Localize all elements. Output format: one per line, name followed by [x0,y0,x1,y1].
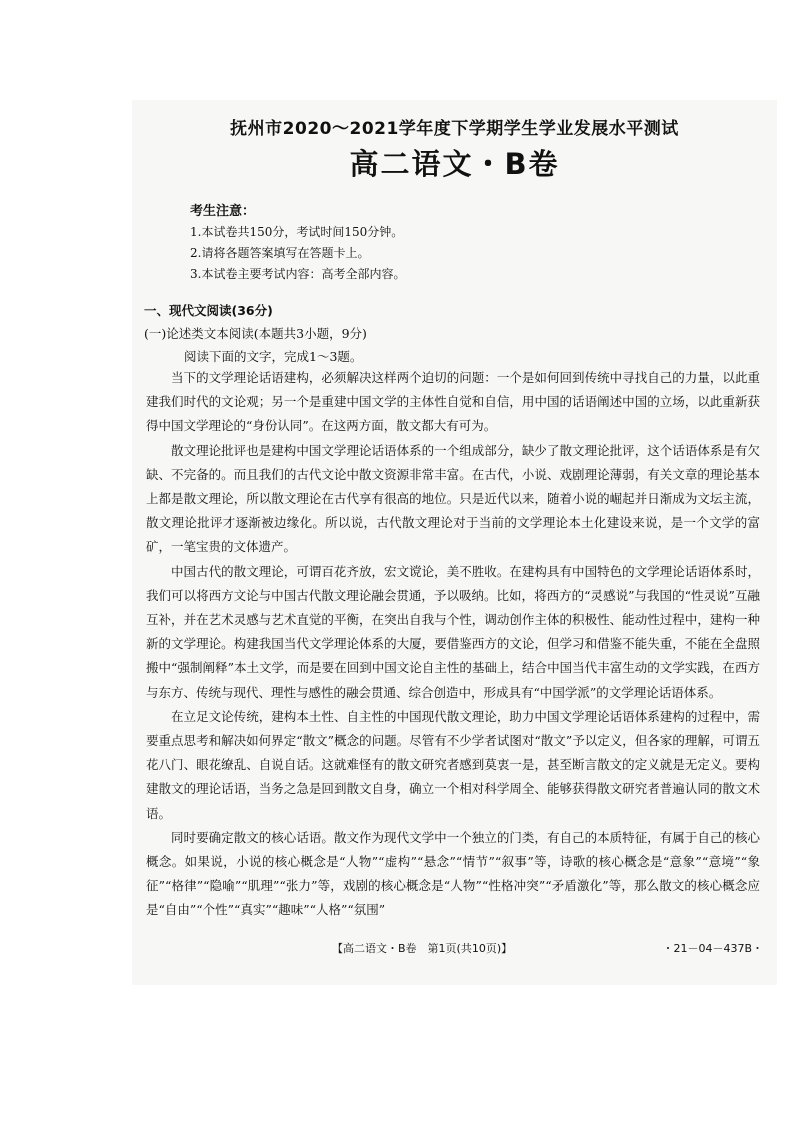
notice-list [190,222,750,285]
reading-passage [146,366,760,923]
notice-item: 3.本试卷主要考试内容：高考全部内容。 [190,267,406,281]
passage-paragraph: 同时要确定散文的核心话语。散文作为现代文学中一个独立的门类，有自己的本质特征，有属于自己的核心概念。如果说，小说的核心概念是“人物”“虚构”“悬念”“情节”“叙事”等，诗歌的核心概念是“意象”“意境”“象征”“格律”“隐喻”“肌理”“张力”等，戏剧的核心概念是“人物”“性格冲突”“矛盾激化”等，那么散文的核心概念应是“自由”“个性”“真实”“趣味”“人格”“氛围” [146,829,760,918]
passage-paragraph: 当下的文学理论话语建构，必须解决这样两个迫切的问题：一个是如何回到传统中寻找自己的力量，以此重建我们时代的文论观；另一个是重建中国文学的主体性自觉和自信，用中国的话语阐述中国的立场，以此重新获得中国文学理论的“身份认同”。在这两方面，散文都大有可为。 [146,370,760,434]
passage-paragraph: 中国古代的散文理论，可谓百花齐放，宏文谠论，美不胜收。在建构具有中国特色的文学理论话语体系时，我们可以将西方文论与中国古代散文理论融会贯通，予以吸纳。比如，将西方的“灵感说”与我国的“性灵说”互融互补，并在艺术灵感与艺术直觉的平衡，在突出自我与个性，调动创作主体的积极性、能动性过程中，建构一种新的文学理论。构建我国当代文学理论体系的大厦，要借鉴西方的文论，但学习和借鉴不能失重，不能在全盘照搬中“强制阐释”本土文学，而是要在回到中国文论自主性的基础上，结合中国当代丰富生动的文学实践，在西方与东方、传统与现代、理性与感性的融会贯通、综合创造中，形成具有“中国学派”的文学理论话语体系。 [146,563,760,700]
page-number-label: 【高二语文・B卷 第1页(共10页)】 [332,942,513,955]
subject-title: 高二语文・B卷 [349,147,560,181]
section-heading: 一、现代文阅读(36分) [144,303,273,318]
notice-heading: 考生注意： [190,204,256,219]
exam-page [132,100,777,985]
sub-section-heading: (一)论述类文本阅读(本题共3小题，9分) [144,326,367,341]
passage-paragraph: 散文理论批评也是建构中国文学理论话语体系的一个组成部分，缺少了散文理论批评，这个话语体系是有欠缺、不完备的。而且我们的古代文论中散文资源非常丰富。在古代，小说、戏剧理论薄弱，有关文章的理论基本上都是散文理论，所以散文理论在古代享有很高的地位。只是近代以来，随着小说的崛起并日渐成为文坛主流，散文理论批评才逐渐被边缘化。所以说，古代散文理论对于当前的文学理论本土化建设来说，是一个文学的富矿，一笔宝贵的文体遗产。 [146,442,760,555]
exam-code: ・21－04－437B・ [662,942,763,955]
notice-item: 1.本试卷共150分，考试时间150分钟。 [190,225,404,239]
passage-paragraph: 在立足文论传统，建构本土性、自主性的中国现代散文理论，助力中国文学理论话语体系建构的过程中，需要重点思考和解决如何界定“散文”概念的问题。尽管有不少学者试图对“散文”予以定义，但各家的理解，可谓五花八门、眼花缭乱、自说自话。这就难怪有的散文研究者感到莫衷一是，甚至断言散文的定义就是无定义。要构建散文的理论话语，当务之急是回到散文自身，确立一个相对科学周全、能够获得散文研究者普遍认同的散文术语。 [146,708,760,821]
exam-title: 抚州市2020～2021学年度下学期学生学业发展水平测试 [230,119,679,139]
reading-instruction: 阅读下面的文字，完成1～3题。 [184,349,363,364]
notice-item: 2.请将各题答案填写在答题卡上。 [190,246,370,260]
